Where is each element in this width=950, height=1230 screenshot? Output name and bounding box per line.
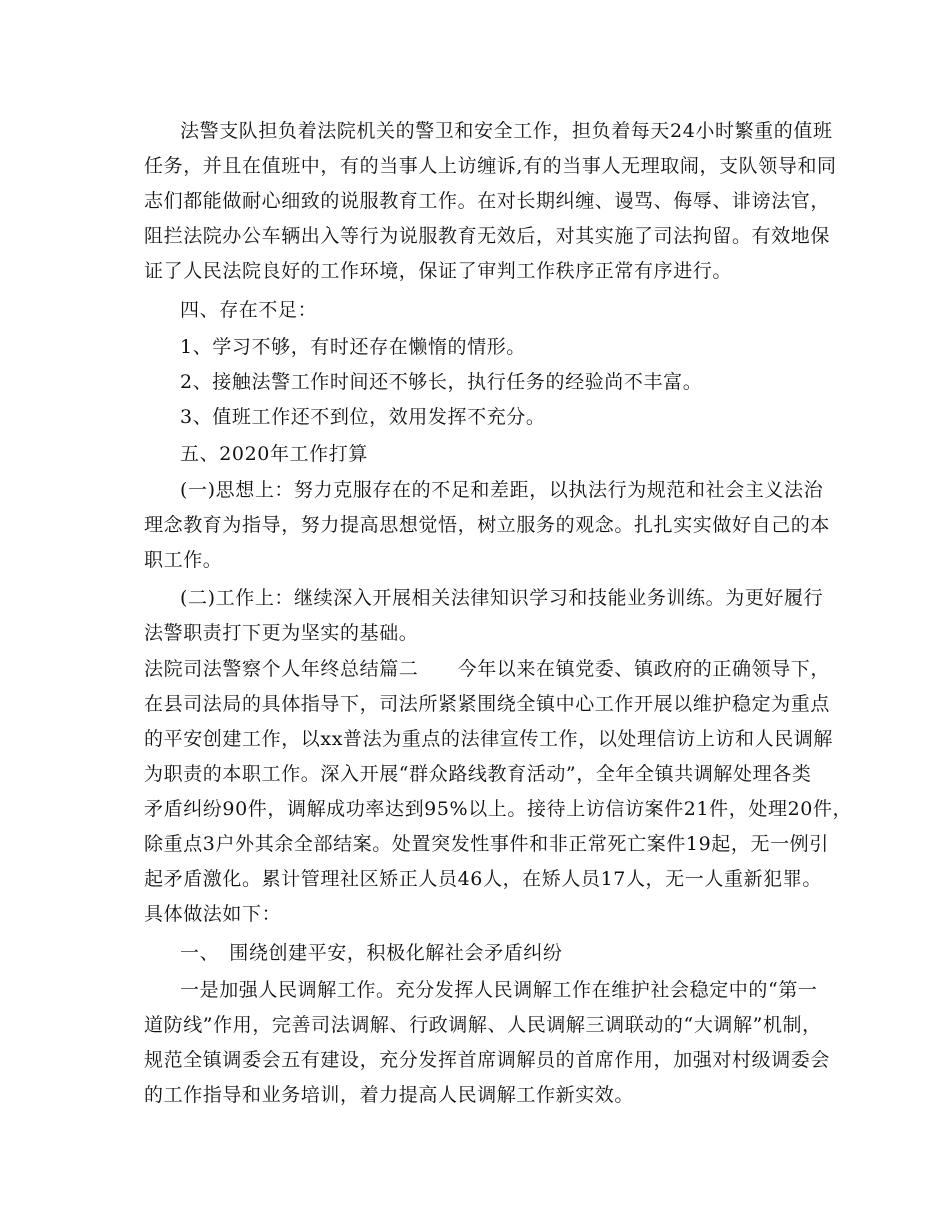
list-item: 2、接触法警工作时间还不够长，执行任务的经验尚不丰富。 [180, 371, 703, 393]
paragraph-line: 阻拦法院办公车辆出入等行为说服教育无效后，对其实施了司法拘留。有效地保 [144, 225, 831, 247]
paragraph-line: 道防线”作用，完善司法调解、行政调解、人民调解三调联动的“大调解”机制， [144, 1014, 822, 1036]
paragraph-line: 起矛盾激化。累计管理社区矫正人员46人，在矫人员17人，无一人重新犯罪。 [144, 868, 822, 890]
article-title-line: 法院司法警察个人年终总结篇二 今年以来在镇党委、镇政府的正确领导下， [144, 658, 831, 680]
paragraph-line: 任务，并且在值班中，有的当事人上访缠诉,有的当事人无理取闹，支队领导和同 [144, 155, 837, 177]
paragraph-line: 的平安创建工作，以xx普法为重点的法律宣传工作，以处理信访上访和人民调解 [144, 728, 834, 750]
paragraph-line: 在县司法局的具体指导下，司法所紧紧围绕全镇中心工作开展以维护稳定为重点 [144, 693, 831, 715]
list-item: 1、学习不够，有时还存在懒惰的情形。 [180, 336, 526, 358]
section-heading: 一、 围绕创建平安，积极化解社会矛盾纠纷 [180, 942, 563, 964]
paragraph-line: 法警支队担负着法院机关的警卫和安全工作，担负着每天24小时繁重的值班 [180, 120, 833, 142]
paragraph-line: 除重点3户外其余全部结案。处置突发性事件和非正常死亡案件19起，无一例引 [144, 833, 829, 855]
list-item: 3、值班工作还不到位，效用发挥不充分。 [180, 406, 546, 428]
paragraph-line: 矛盾纠纷90件，调解成功率达到95%以上。接待上访信访案件21件，处理20件， [144, 798, 853, 820]
paragraph-line: 法警职责打下更为坚实的基础。 [144, 622, 419, 644]
paragraph-line: 理念教育为指导，努力提高思想觉悟，树立服务的观念。扎扎实实做好自己的本 [144, 514, 831, 536]
paragraph-line: 志们都能做耐心细致的说服教育工作。在对长期纠缠、谩骂、侮辱、诽谤法官， [144, 190, 831, 212]
section-heading: 五、2020年工作打算 [180, 443, 368, 465]
section-heading: 四、存在不足： [180, 299, 318, 321]
paragraph-line: 为职责的本职工作。深入开展“群众路线教育活动”，全年全镇共调解处理各类 [144, 763, 812, 785]
paragraph-line: 职工作。 [144, 549, 223, 571]
paragraph-line: 一是加强人民调解工作。充分发挥人民调解工作在维护社会稳定中的“第一 [180, 979, 818, 1001]
paragraph-line: (一)思想上：努力克服存在的不足和差距，以执法行为规范和社会主义法治 [180, 479, 824, 501]
paragraph-line: 规范全镇调委会五有建设，充分发挥首席调解员的首席作用，加强对村级调委会 [144, 1049, 831, 1071]
paragraph-line: 的工作指导和业务培训，着力提高人民调解工作新实效。 [144, 1084, 635, 1106]
paragraph-line: (二)工作上：继续深入开展相关法律知识学习和技能业务训练。为更好履行 [180, 587, 824, 609]
paragraph-line: 证了人民法院良好的工作环境，保证了审判工作秩序正常有序进行。 [144, 260, 733, 282]
paragraph-line: 具体做法如下： [144, 903, 282, 925]
